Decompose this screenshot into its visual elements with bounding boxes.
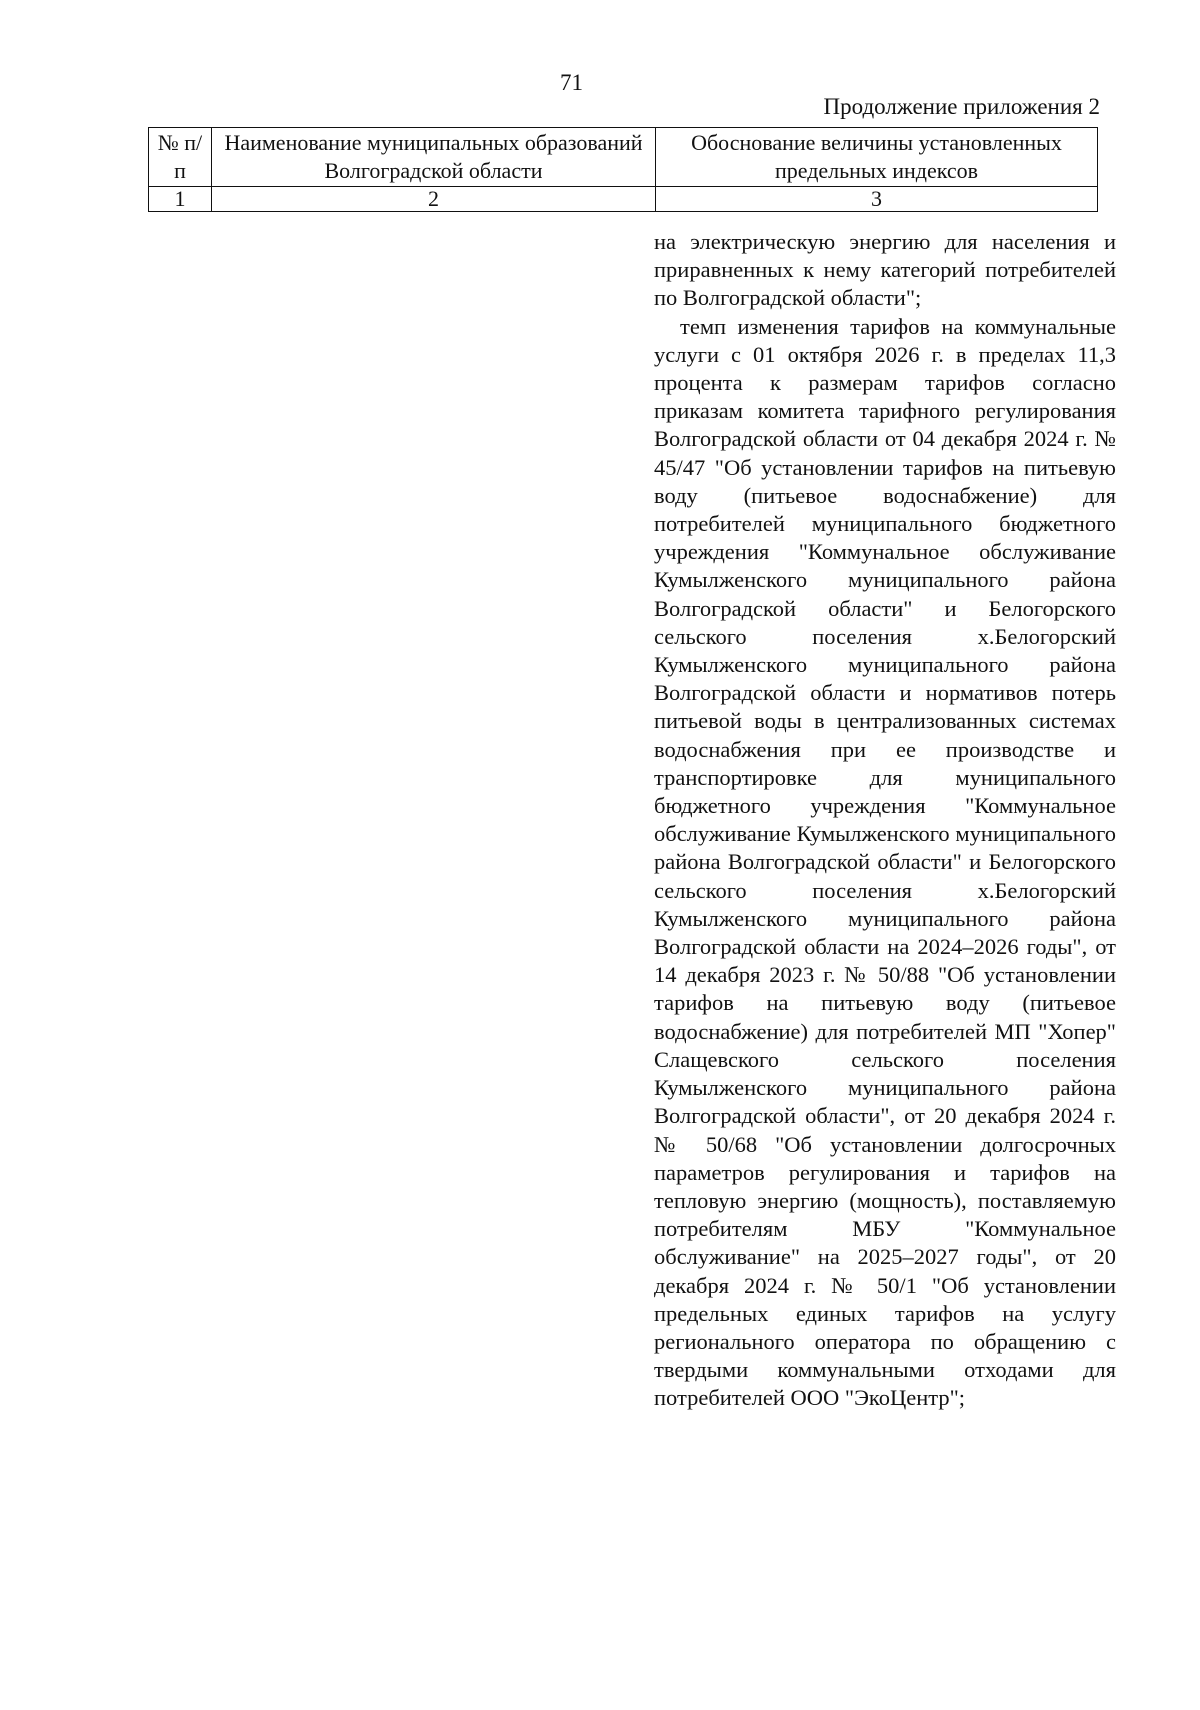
paragraph-2: темп изменения тарифов на коммунальные услуги с 01 октября 2026 г. в пределах 11,3 процента к размерам тарифов согласно приказам комитета тарифного регулирования Волгоградской области от 04 декабря 2024 г. № 45/47 "Об установлении тарифов на питьевую воду (питьевое водоснабжение) для потребителей муниципального бюджетного учреждения "Коммунальное обслуживание Кумылженского муниципального района Волгоградской области" и Белогорского сельского поселения х.Белогорский Кумылженского муниципального района Волгоградской области и нормативов потерь питьевой воды в централизованных системах водоснабжения при ее производстве и транспортировке для муниципального бюджетного учреждения "Коммунальное обслуживание Кумылженского муниципального района Волгоградской области" и Белогорского сельского поселения х.Белогорский Кумылженского муниципального района Волгоградской области на 2024–2026 годы", от 14 декабря 2023 г. № 50/88 "Об установлении тарифов на питьевую воду (питьевое водоснабжение) для потребителей МП "Хопер" Слащевского сельского поселения Кумылженского муниципального района Волгоградской области", от 20 декабря 2024 г. № 50/68 "Об установлении долгосрочных параметров регулирования и тарифов на тепловую энергию (мощность), поставляемую потребителям МБУ "Коммунальное обслуживание" на 2025–2027 годы", от 20 декабря 2024 г. № 50/1 "Об установлении предельных единых тарифов на услугу регионального оператора по обращению с твердыми коммунальными отходами для потребителей ООО "ЭкоЦентр"; bbox=[654, 313, 1116, 1411]
header-cell-justification: Обоснование величины установленных предельных индексов bbox=[656, 128, 1098, 187]
table-header-row bbox=[149, 128, 1098, 187]
column-number-3: 3 bbox=[656, 187, 1098, 212]
header-cell-municipality: Наименование муниципальных образований Волгоградской области bbox=[212, 128, 656, 187]
header-table bbox=[148, 127, 1098, 212]
page-number: 71 bbox=[560, 70, 583, 95]
column-number-2: 2 bbox=[212, 187, 656, 212]
justification-text bbox=[654, 228, 1116, 1413]
appendix-label: Продолжение приложения 2 bbox=[823, 94, 1100, 119]
column-number-1: 1 bbox=[149, 187, 212, 212]
paragraph-1: на электрическую энергию для населения и приравненных к нему категорий потребителей по Волгоградской области"; bbox=[654, 229, 1116, 311]
table-column-numbers-row bbox=[149, 187, 1098, 212]
header-cell-number: № п/п bbox=[149, 128, 212, 187]
